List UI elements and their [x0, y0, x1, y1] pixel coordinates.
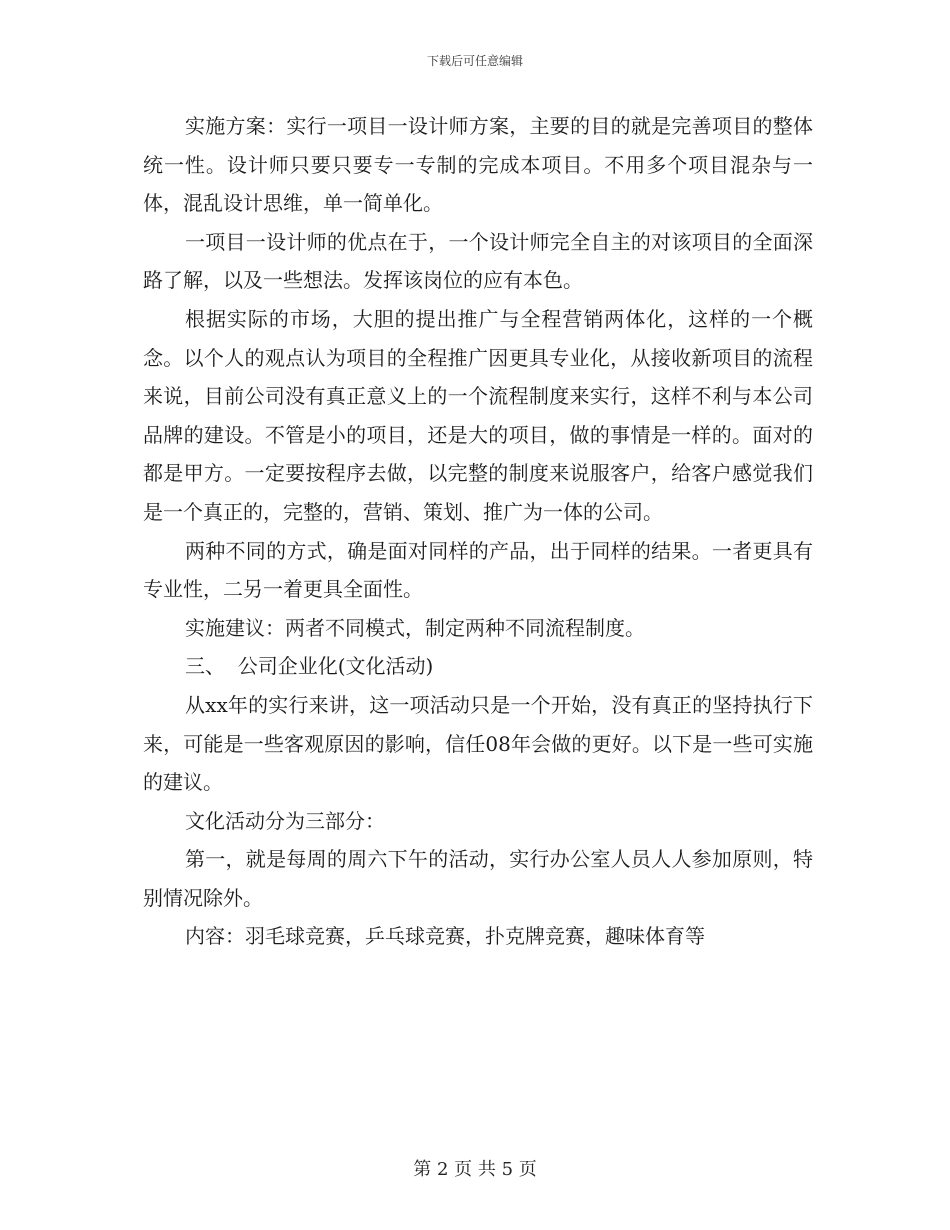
paragraph-designer-advantage: 一项目一设计师的优点在于，一个设计师完全自主的对该项目的全面深路了解，以及一些想法。发挥该岗位的应有本色。 [143, 229, 813, 293]
paragraph-market-marketing: 根据实际的市场，大胆的提出推广与全程营销两体化，这样的一个概念。以个人的观点认为项目的全程推广因更具专业化，从接收新项目的流程来说，目前公司没有真正意义上的一个流程制度来实行，这样不利与本公司品牌的建设。不管是小的项目，还是大的项目，做的事情是一样的。面对的都是甲方。一定要按程序去做，以完整的制度来说服客户，给客户感觉我们是一个真正的，完整的，营销、策划、推广为一体的公司。 [143, 306, 813, 524]
paragraph-two-approaches: 两种不同的方式，确是面对同样的产品，出于同样的结果。一者更具有专业性，二另一着更具全面性。 [143, 538, 813, 602]
paragraph-saturday-activity: 第一，就是每周的周六下午的活动，实行办公室人员人人参加原则，特别情况除外。 [143, 847, 813, 910]
document-body [143, 107, 813, 956]
section-heading-corporate-culture: 三、 公司企业化(文化活动) [185, 654, 434, 679]
paragraph-culture-history: 从xx年的实行来讲，这一项活动只是一个开始，没有真正的坚持执行下来，可能是一些客观原因的影响，信任08年会做的更好。以下是一些可实施的建议。 [143, 692, 813, 795]
paragraph-culture-parts: 文化活动分为三部分： [185, 808, 385, 833]
page-number-footer: 第 2 页 共 5 页 [413, 1159, 537, 1180]
paragraph-implementation-advice: 实施建议：两者不同模式，制定两种不同流程制度。 [185, 615, 645, 640]
page-header-note: 下载后可任意编辑 [426, 54, 523, 68]
paragraph-implementation-plan: 实施方案：实行一项目一设计师方案，主要的目的就是完善项目的整体统一性。设计师只要只要专一专制的完成本项目。不用多个项目混杂与一体，混乱设计思维，单一简单化。 [143, 114, 813, 216]
paragraph-activity-content: 内容：羽毛球竞赛，乒乓球竞赛，扑克牌竞赛，趣味体育等 [185, 924, 705, 949]
